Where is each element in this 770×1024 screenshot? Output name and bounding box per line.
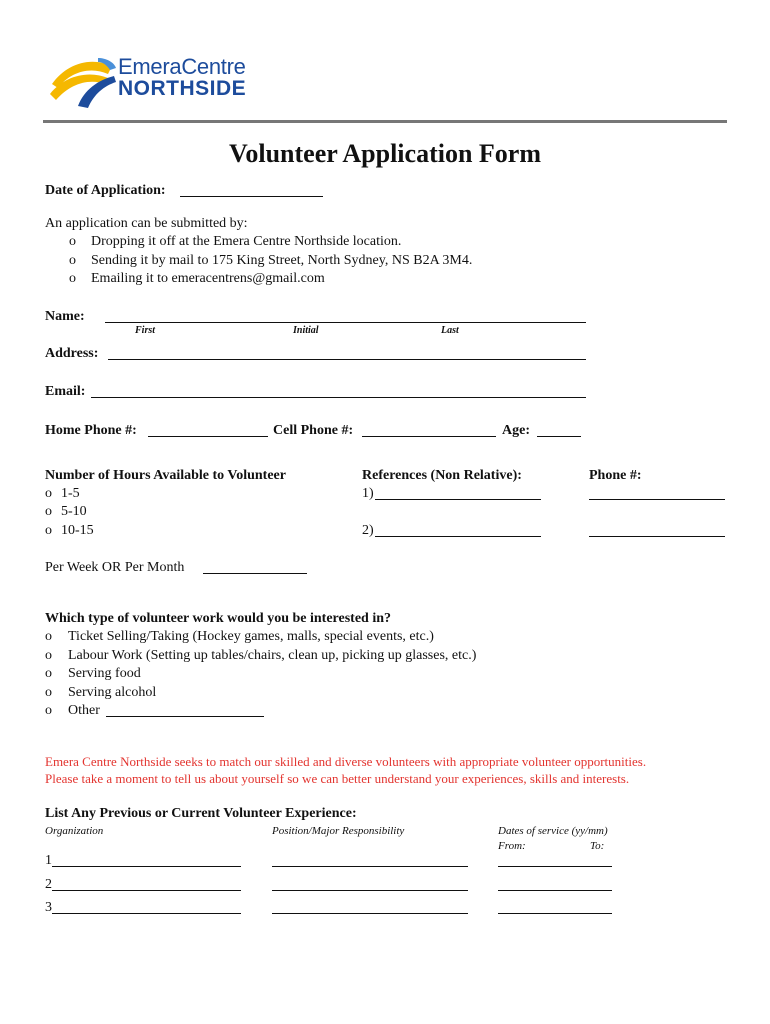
- experience-3-dates-field[interactable]: [498, 913, 612, 914]
- checkbox-bullet[interactable]: o: [45, 486, 52, 501]
- work-type-labour: Labour Work (Setting up tables/chairs, clean up, picking up glasses, etc.): [68, 648, 477, 663]
- work-type-other-field[interactable]: [106, 716, 264, 717]
- experience-2-organization-field[interactable]: [52, 890, 241, 891]
- submit-method-mail: Sending it by mail to 175 King Street, North Sydney, NS B2A 3M4.: [91, 253, 473, 268]
- checkbox-bullet[interactable]: o: [45, 666, 52, 681]
- checkbox-bullet[interactable]: o: [45, 523, 52, 538]
- cell-phone-field[interactable]: [362, 436, 496, 437]
- logo-subtitle: NORTHSIDE: [118, 77, 247, 100]
- checkbox-bullet[interactable]: o: [45, 685, 52, 700]
- age-label: Age:: [502, 423, 530, 438]
- reference-2-field[interactable]: [375, 536, 541, 537]
- experience-1-dates-field[interactable]: [498, 866, 612, 867]
- name-first-caption: First: [135, 325, 156, 336]
- home-phone-label: Home Phone #:: [45, 423, 137, 438]
- experience-1-organization-field[interactable]: [52, 866, 241, 867]
- emera-centre-logo: [48, 50, 253, 108]
- experience-row-number: 1: [45, 853, 52, 868]
- checkbox-bullet[interactable]: o: [45, 629, 52, 644]
- experience-3-organization-field[interactable]: [52, 913, 241, 914]
- bullet: o: [69, 234, 76, 249]
- hours-option-10-15: 10-15: [61, 523, 94, 538]
- experience-row-number: 2: [45, 877, 52, 892]
- work-type-question: Which type of volunteer work would you be interested in?: [45, 611, 391, 626]
- address-label: Address:: [45, 346, 99, 361]
- name-field[interactable]: [105, 322, 586, 323]
- experience-3-position-field[interactable]: [272, 913, 468, 914]
- experience-2-dates-field[interactable]: [498, 890, 612, 891]
- experience-row-number: 3: [45, 900, 52, 915]
- reference-number-1: 1): [362, 486, 374, 501]
- notice-line-2: Please take a moment to tell us about yourself so we can better understand your experiences, skills and interests.: [45, 771, 630, 786]
- notice-line-1: Emera Centre Northside seeks to match our skilled and diverse volunteers with appropriate volunteer opportunities.: [45, 754, 647, 769]
- bullet: o: [69, 253, 76, 268]
- date-of-application-field[interactable]: [180, 196, 323, 197]
- experience-1-position-field[interactable]: [272, 866, 468, 867]
- experience-col-dates: Dates of service (yy/mm): [498, 825, 608, 837]
- submit-method-drop-off: Dropping it off at the Emera Centre Northside location.: [91, 234, 402, 249]
- work-type-other: Other: [68, 703, 100, 718]
- work-type-serving-alcohol: Serving alcohol: [68, 685, 157, 700]
- logo-name-accent: Centre: [181, 54, 246, 79]
- date-of-application-label: Date of Application:: [45, 183, 166, 198]
- checkbox-bullet[interactable]: o: [45, 648, 52, 663]
- per-week-or-month-label: Per Week OR Per Month: [45, 560, 185, 575]
- logo-swoosh-icon: [48, 50, 118, 108]
- experience-dates-to: To:: [590, 840, 605, 852]
- per-week-or-month-field[interactable]: [203, 573, 307, 574]
- hours-option-5-10: 5-10: [61, 504, 87, 519]
- name-last-caption: Last: [441, 325, 459, 336]
- checkbox-bullet[interactable]: o: [45, 504, 52, 519]
- cell-phone-label: Cell Phone #:: [273, 423, 354, 438]
- age-field[interactable]: [537, 436, 581, 437]
- email-field[interactable]: [91, 397, 586, 398]
- work-type-serving-food: Serving food: [68, 666, 141, 681]
- submit-intro: An application can be submitted by:: [45, 216, 248, 231]
- logo-name-light: Emera: [118, 54, 182, 79]
- experience-2-position-field[interactable]: [272, 890, 468, 891]
- work-type-ticket-selling: Ticket Selling/Taking (Hockey games, malls, special events, etc.): [68, 629, 434, 644]
- reference-number-2: 2): [362, 523, 374, 538]
- page-title: Volunteer Application Form: [228, 139, 541, 168]
- submit-method-email: Emailing it to emeracentrens@gmail.com: [91, 271, 325, 286]
- checkbox-bullet[interactable]: o: [45, 703, 52, 718]
- address-field[interactable]: [108, 359, 586, 360]
- reference-1-field[interactable]: [375, 499, 541, 500]
- header-divider: [43, 120, 727, 123]
- name-label: Name:: [45, 309, 85, 324]
- experience-col-position: Position/Major Responsibility: [272, 825, 405, 837]
- reference-1-phone-field[interactable]: [589, 499, 725, 500]
- references-heading: References (Non Relative):: [362, 468, 522, 483]
- home-phone-field[interactable]: [148, 436, 268, 437]
- name-initial-caption: Initial: [293, 325, 319, 336]
- experience-heading: List Any Previous or Current Volunteer Experience:: [45, 806, 357, 821]
- reference-phone-heading: Phone #:: [589, 468, 642, 483]
- bullet: o: [69, 271, 76, 286]
- hours-option-1-5: 1-5: [61, 486, 80, 501]
- experience-dates-from: From:: [498, 840, 526, 852]
- email-label: Email:: [45, 384, 86, 399]
- reference-2-phone-field[interactable]: [589, 536, 725, 537]
- experience-col-organization: Organization: [45, 825, 104, 837]
- hours-heading: Number of Hours Available to Volunteer: [45, 468, 286, 483]
